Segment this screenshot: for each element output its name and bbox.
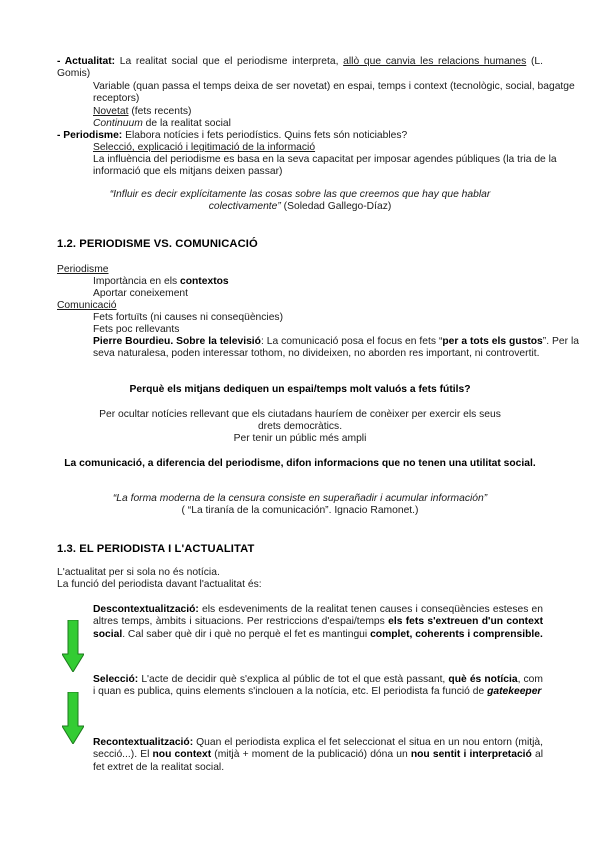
down-arrow-icon [62,692,84,744]
quote-author: (Soledad Gallego-Díaz) [280,201,392,213]
seleccio-text: Selecció, explicació i legitimació de la informació [93,142,316,153]
periodisme-sub-label: Periodisme [57,264,109,275]
periodisme-label: - Periodisme: [57,130,123,141]
fortuits-line: Fets fortuïts (ni causes ni conseqüències) [93,312,284,323]
comunicacio-subheading [57,300,543,312]
seleccio-line [57,142,579,154]
bourdieu-paragraph [57,336,579,361]
bourdieu-text1: : La comunicació posa el focus en fets “ [260,336,443,347]
continuum-word: Continuum [93,118,143,129]
continuum-line [57,118,579,130]
novetat-word: Novetat [93,106,129,117]
novetat-rest: (fets recents) [128,106,192,117]
poc-line: Fets poc rellevants [93,324,180,335]
step-text: . Cal saber què dir i què no perquè el fet es mantingui [122,628,371,640]
ramonet-ref: ( “La tiranía de la comunicación”. Ignacio Ramonet.) [181,505,419,516]
periodisme-text: Elabora notícies i fets periodístics. Quins fets són noticiables? [122,130,408,141]
actualitat-author: (L. Gomis) [57,56,543,80]
statement: La comunicació, a diferencia del periodisme, difon informacions que no tenen una utilitat social. [64,458,536,469]
step-label: Selecció: [93,674,139,685]
down-arrow-icon [62,620,84,672]
answer-2: Per tenir un públic més ampli [233,433,367,444]
step-bold: nou context [152,749,212,761]
novetat-line [57,106,579,118]
continuum-rest: de la realitat social [142,118,231,129]
quote-text: “Influir es decir explícitamente las cosas sobre las que creemos que hay que hablar colectivamente” [109,189,491,213]
step-bold: els fets s'extreuen d'un context social [93,616,543,640]
bourdieu-bold: per a tots els gustos [442,336,543,347]
step-text: al fet extret de la realitat social. [93,749,543,773]
step-bold: nou sentit i interpretació [410,749,532,761]
bourdieu-label: Pierre Bourdieu. Sobre la televisió [93,336,261,347]
step-text: (mitjà + moment de la publicació) dóna un [211,749,411,761]
intro-line-2: La funció del periodista davant l'actualitat és: [57,579,262,590]
actualitat-text: La realitat social que el periodisme interpreta, [115,56,344,67]
step-label: Descontextualització: [93,604,199,615]
step-bold: gatekeeper [487,686,542,698]
step-text: els esdeveniments de la realitat tenen causes i conseqüències esteses en altres temps, àmbits i situacions. Per restriccions d'espai/temps [93,604,543,628]
comunicacio-sub-label: Comunicació [57,300,117,311]
bourdieu-text2: ”. Per la seva naturalesa, poden interessar tothom, no divideixen, no aborden res important, ni controvertit. [93,336,579,360]
step-descontextualitzacio [93,604,543,641]
answer-1: Per ocultar notícies rellevant que els ciutadans hauríem de conèixer per exercir els seus drets democràtics. [99,409,501,433]
step-bold: complet, coherents i comprensible. [370,628,543,640]
section-heading-1-2: 1.2. PERIODISME VS. COMUNICACIÓ [57,238,258,250]
actualitat-paragraph [57,56,543,81]
importancia-bold: contextos [180,276,229,287]
question-line: Perquè els mitjans dediquen un espai/temps molt valuós a fets fútils? [129,384,471,395]
gallego-quote [80,189,520,214]
step-text: Quan el periodista explica el fet seleccionat el situa en un nou entorn (mitjà, secció...). El [93,737,543,761]
ramonet-quote-text: “La forma moderna de la censura consiste en superañadir i acumular información” [112,493,488,504]
step-text: , com i quan es publica, quins elements s'inclouen a la notícia, etc. El periodista fa funció de [93,674,543,698]
step-bold: què és notícia [448,674,518,685]
aportar-line: Aportar coneixement [93,288,189,299]
ramonet-quote [57,493,543,505]
variable-text: Variable (quan passa el temps deixa de ser novetat) en espai, temps i context (tecnològic, social, bagatge receptors) [93,81,575,105]
step-label: Recontextualització: [93,737,194,748]
intro-line-1: L'actualitat per si sola no és notícia. [57,567,220,578]
actualitat-label: - Actualitat: [57,56,116,67]
periodisme-line [57,130,543,142]
importancia-line [57,276,579,288]
step-text: L'acte de decidir què s'explica al públic de tot el que està passant, [138,674,449,685]
step-seleccio [93,674,543,699]
importancia-text: Importància en els [93,276,180,287]
periodisme-subheading [57,264,543,276]
actualitat-underlined: allò que canvia les relacions humanes [343,56,527,67]
step-recontextualitzacio [93,737,543,774]
section-heading-1-3: 1.3. EL PERIODISTA I L'ACTUALITAT [57,543,255,555]
influencia-text: La influència del periodisme es basa en la seva capacitat per imposar agendes públiques (la tria de la informació que els mitjans deixen passar) [93,154,557,178]
